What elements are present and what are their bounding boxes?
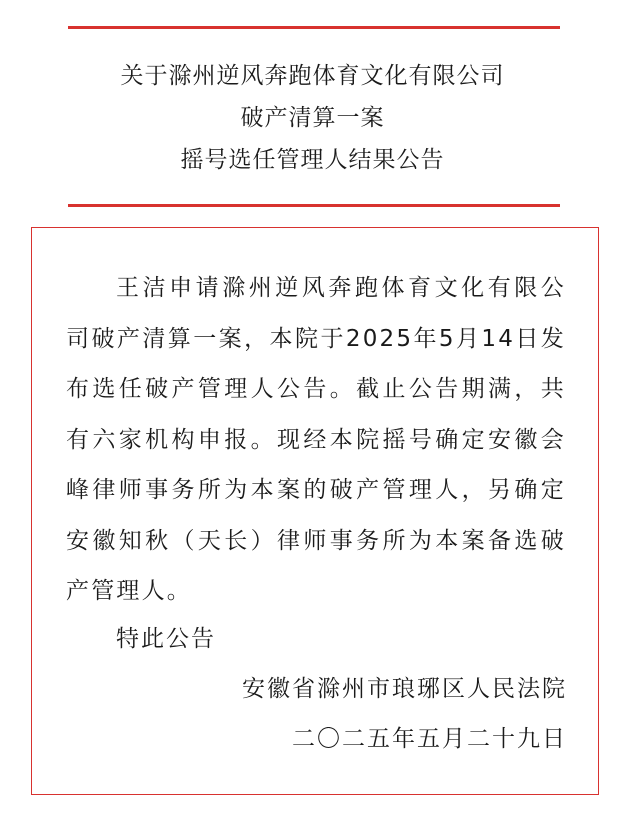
closing-phrase: 特此公告 bbox=[116, 626, 216, 652]
title-line-1: 关于滁州逆风奔跑体育文化有限公司 bbox=[120, 63, 505, 89]
notice-body-text: 王洁申请滁州逆风奔跑体育文化有限公司破产清算一案，本院于2025年5月14日发布选任破产管理人公告。截止公告期满，共有六家机构申报。现经本院摇号确定安徽会峰律师事务所为本案的破产管理人，另确定安徽知秋（天长）律师事务所为本案备选破产管理人。 bbox=[66, 275, 566, 604]
notice-date: 二〇二五年五月二十九日 bbox=[292, 726, 567, 752]
top-divider bbox=[68, 26, 560, 29]
notice-title bbox=[0, 55, 625, 181]
issuing-court: 安徽省滁州市琅琊区人民法院 bbox=[242, 676, 567, 702]
title-line-3: 摇号选任管理人结果公告 bbox=[180, 147, 445, 173]
title-line-2: 破产清算一案 bbox=[240, 105, 385, 131]
bottom-divider bbox=[68, 204, 560, 207]
